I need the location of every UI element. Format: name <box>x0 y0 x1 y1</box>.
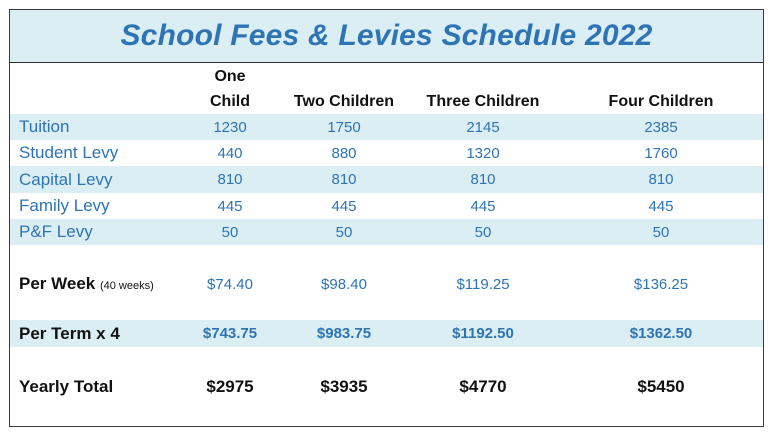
cell: 880 <box>331 144 357 162</box>
cell: $4770 <box>459 377 507 396</box>
header-one-child: One Child <box>210 68 250 110</box>
table-row-capital-levy <box>10 166 763 193</box>
row-label: Yearly Total <box>19 377 114 396</box>
table-row-per-term <box>10 320 763 347</box>
cell: 445 <box>648 197 674 215</box>
cell: $1362.50 <box>629 325 693 342</box>
cell: 1760 <box>644 144 678 162</box>
cell: 810 <box>217 171 243 188</box>
cell: 810 <box>331 171 357 188</box>
cell: $3935 <box>320 377 368 396</box>
row-label: Per Week (40 weeks) <box>19 274 154 293</box>
cell: 50 <box>221 223 239 241</box>
cell: 1320 <box>466 144 500 162</box>
header-three-children: Three Children <box>426 93 540 110</box>
row-label: Tuition <box>19 117 70 136</box>
table-row-yearly-total <box>10 374 763 400</box>
title-bar <box>10 10 763 63</box>
table-row-per-week <box>10 271 763 297</box>
cell: 50 <box>474 223 492 241</box>
row-label: Student Levy <box>19 143 119 162</box>
cell: 445 <box>470 197 496 215</box>
table-row-tuition <box>10 114 763 140</box>
cell: 445 <box>331 197 357 215</box>
cell: $119.25 <box>456 275 510 293</box>
cell: 50 <box>335 223 353 241</box>
per-week-note: (40 weeks) <box>99 280 154 292</box>
cell: $5450 <box>637 377 685 396</box>
cell: 2145 <box>466 118 500 136</box>
cell: 810 <box>470 171 496 188</box>
row-label: Per Term x 4 <box>19 323 120 343</box>
cell: $743.75 <box>202 325 258 342</box>
cell: $2975 <box>206 377 254 396</box>
cell: $74.40 <box>207 275 253 293</box>
header-four-children: Four Children <box>608 93 714 110</box>
cell: 440 <box>217 144 243 162</box>
cell: $98.40 <box>321 275 367 293</box>
table-row-family-levy <box>10 193 763 219</box>
cell: 1750 <box>327 118 361 136</box>
row-label: P&F Levy <box>19 222 93 241</box>
cell: $136.25 <box>633 275 689 293</box>
page-title: School Fees & Levies Schedule 2022 <box>120 19 653 52</box>
row-label: Capital Levy <box>19 169 113 189</box>
cell: $983.75 <box>316 325 372 342</box>
fees-table <box>9 9 764 427</box>
header-two-children: Two Children <box>293 93 395 110</box>
cell: 50 <box>652 223 670 241</box>
cell: 810 <box>648 171 674 188</box>
cell: 445 <box>217 197 243 215</box>
row-label: Family Levy <box>19 196 110 215</box>
cell: $1192.50 <box>452 325 514 342</box>
table-row-pf-levy <box>10 219 763 245</box>
cell: 2385 <box>644 118 678 136</box>
table-row-student-levy <box>10 140 763 166</box>
cell: 1230 <box>213 118 247 136</box>
